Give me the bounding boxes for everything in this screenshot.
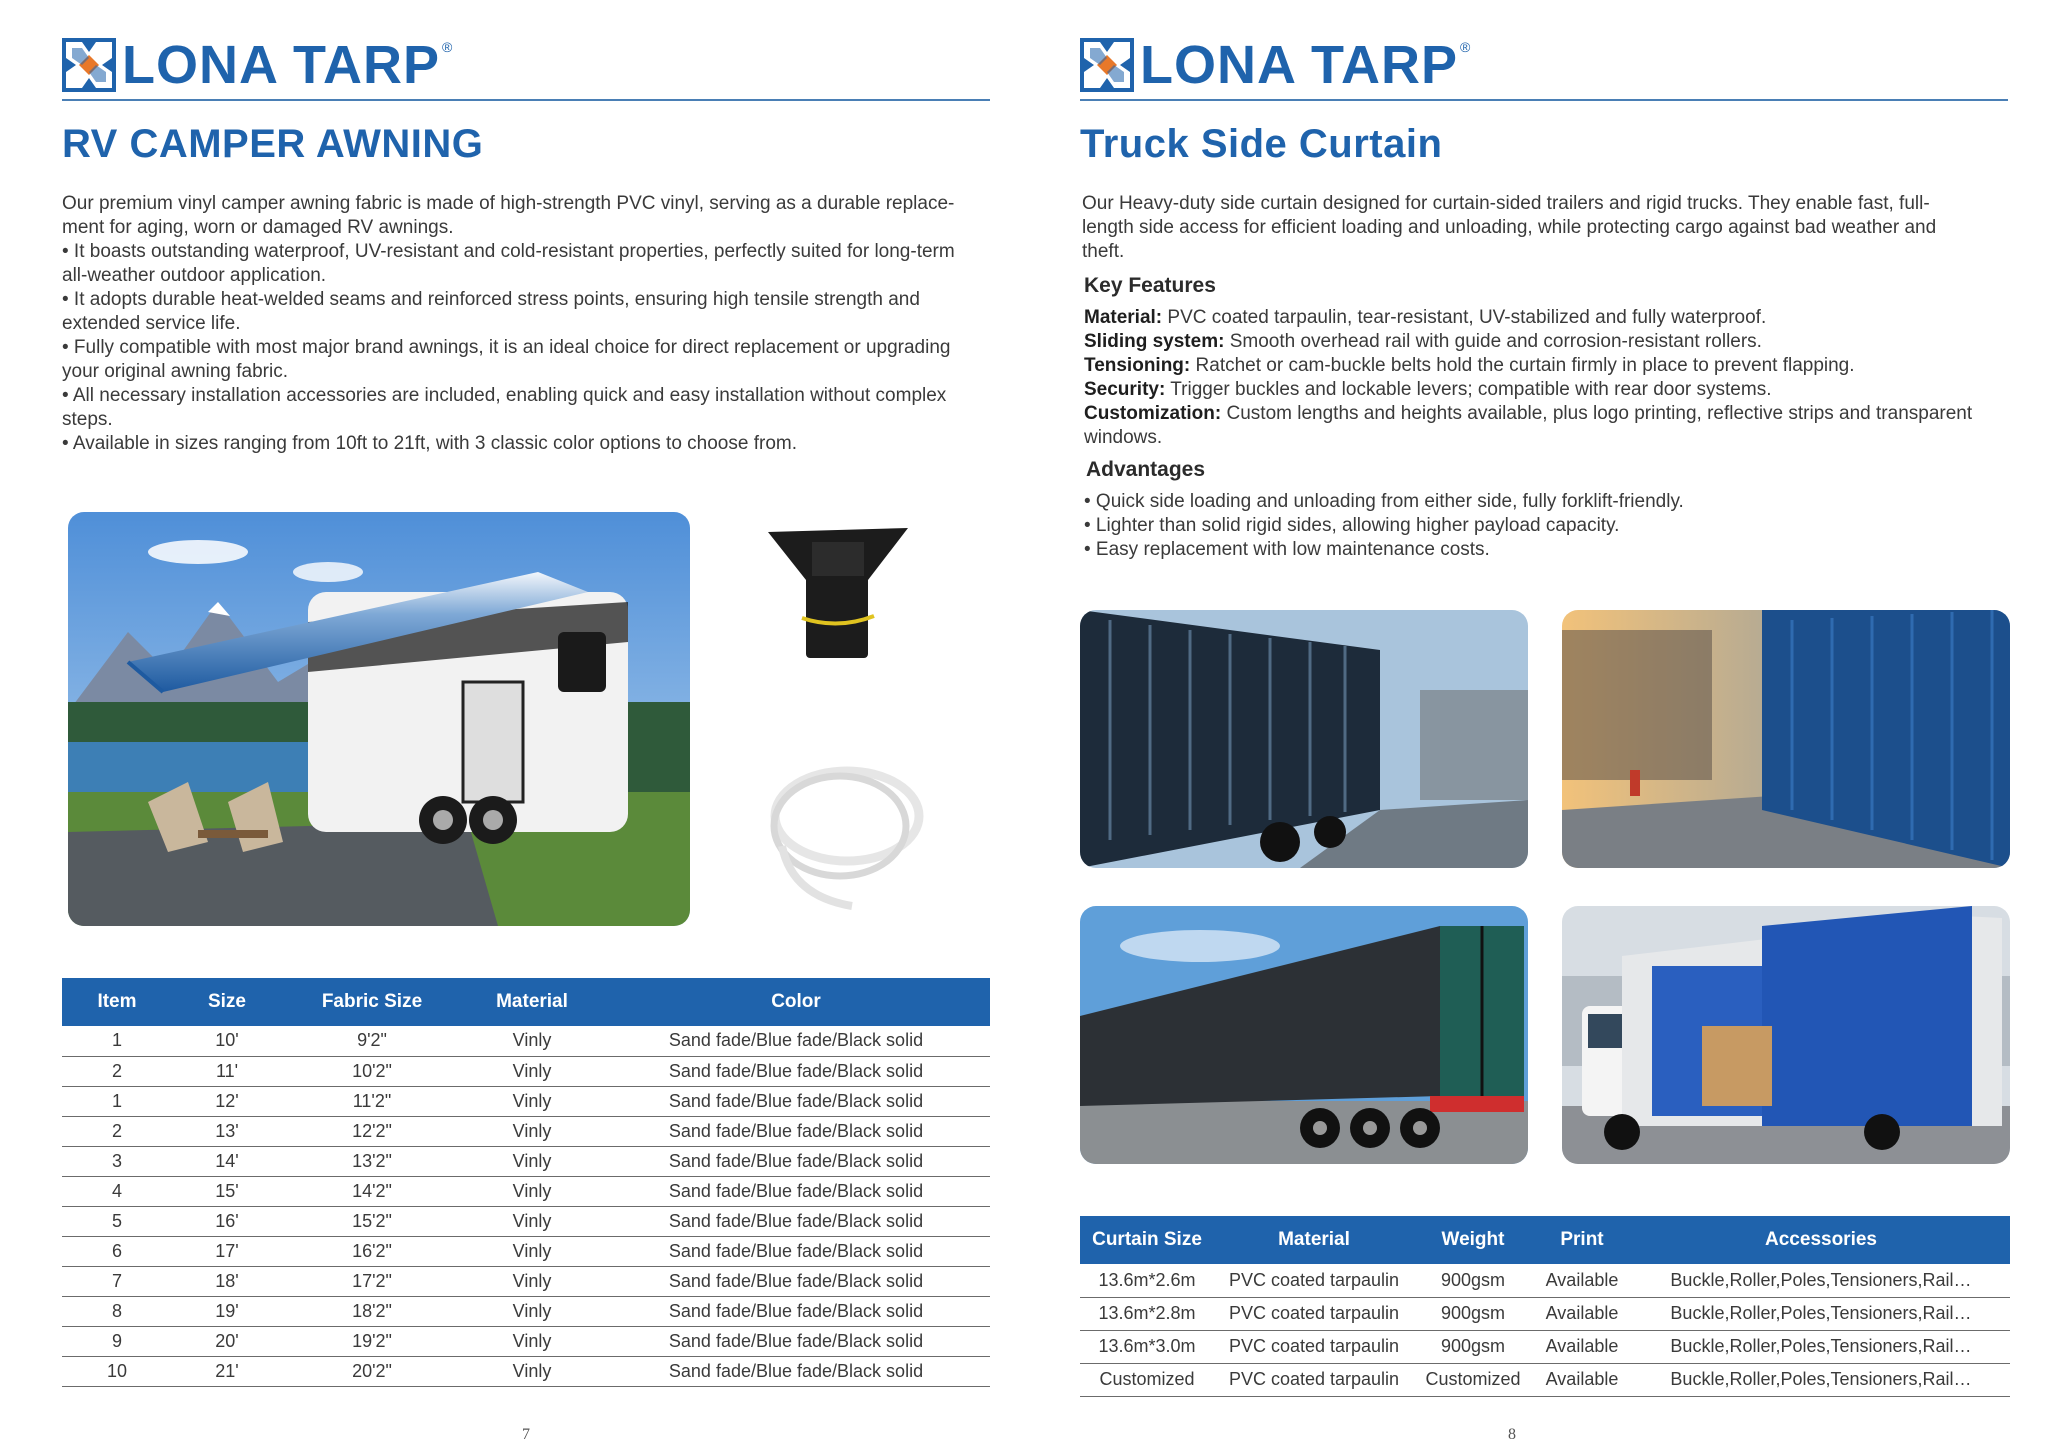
cell-item: 2 bbox=[62, 1116, 172, 1146]
intro-line: ment for aging, worn or damaged RV awnings. bbox=[62, 217, 454, 238]
header-rule bbox=[62, 99, 990, 101]
cell-item: 2 bbox=[62, 1056, 172, 1086]
table-row bbox=[1080, 1297, 2010, 1330]
awning-table-body bbox=[62, 1026, 990, 1386]
lona-tarp-logo-icon bbox=[62, 38, 116, 92]
intro-line: • All necessary installation accessories are included, enabling quick and easy installation without complex bbox=[62, 385, 947, 406]
curtain-spec-table bbox=[1080, 1216, 2010, 1397]
cell-fabric-size: 15'2" bbox=[282, 1206, 462, 1236]
key-features-heading: Key Features bbox=[1084, 274, 1216, 297]
cell-weight: 900gsm bbox=[1414, 1297, 1532, 1330]
truck-curtain-photo-1 bbox=[1080, 610, 1528, 868]
advantage-item: • Easy replacement with low maintenance costs. bbox=[1084, 539, 1490, 560]
cell-print: Available bbox=[1532, 1264, 1632, 1297]
intro-line: all-weather outdoor application. bbox=[62, 265, 327, 286]
cell-item: 4 bbox=[62, 1176, 172, 1206]
cell-curtain-size: 13.6m*3.0m bbox=[1080, 1330, 1214, 1363]
cell-size: 20' bbox=[172, 1326, 282, 1356]
advantages-list bbox=[1084, 490, 2004, 562]
cell-fabric-size: 11'2" bbox=[282, 1086, 462, 1116]
cell-color: Sand fade/Blue fade/Black solid bbox=[602, 1296, 990, 1326]
cell-material: Vinly bbox=[462, 1356, 602, 1386]
advantages-heading: Advantages bbox=[1086, 458, 1206, 481]
cell-material: PVC coated tarpaulin bbox=[1214, 1363, 1414, 1396]
table-row bbox=[62, 1296, 990, 1326]
table-row bbox=[62, 1146, 990, 1176]
rv-camper-awning-photo bbox=[68, 512, 690, 926]
table-row bbox=[62, 1176, 990, 1206]
table-row bbox=[62, 1356, 990, 1386]
cell-size: 15' bbox=[172, 1176, 282, 1206]
cell-material: Vinly bbox=[462, 1296, 602, 1326]
cell-size: 21' bbox=[172, 1356, 282, 1386]
cell-fabric-size: 9'2" bbox=[282, 1026, 462, 1056]
cell-size: 10' bbox=[172, 1026, 282, 1056]
cell-color: Sand fade/Blue fade/Black solid bbox=[602, 1356, 990, 1386]
truck-curtain-photo-2 bbox=[1562, 610, 2010, 868]
cell-size: 13' bbox=[172, 1116, 282, 1146]
cell-accessories: Buckle,Roller,Poles,Tensioners,Rail… bbox=[1632, 1330, 2010, 1363]
cell-curtain-size: Customized bbox=[1080, 1363, 1214, 1396]
col-header-size: Size bbox=[172, 978, 282, 1026]
table-row bbox=[62, 1236, 990, 1266]
cell-fabric-size: 19'2" bbox=[282, 1326, 462, 1356]
cell-weight: 900gsm bbox=[1414, 1330, 1532, 1363]
feature-customization-tail: windows. bbox=[1084, 427, 1163, 448]
feature-material: Material: PVC coated tarpaulin, tear-resistant, UV-stabilized and fully waterproof. bbox=[1084, 307, 1767, 328]
cell-fabric-size: 18'2" bbox=[282, 1296, 462, 1326]
cell-accessories: Buckle,Roller,Poles,Tensioners,Rail… bbox=[1632, 1264, 2010, 1297]
cell-item: 7 bbox=[62, 1266, 172, 1296]
col-header-curtain-size: Curtain Size bbox=[1080, 1216, 1214, 1264]
table-row bbox=[62, 1086, 990, 1116]
cell-material: Vinly bbox=[462, 1116, 602, 1146]
cell-material: Vinly bbox=[462, 1146, 602, 1176]
awning-cord-photo bbox=[752, 736, 932, 916]
cell-color: Sand fade/Blue fade/Black solid bbox=[602, 1056, 990, 1086]
col-header-material: Material bbox=[1214, 1216, 1414, 1264]
col-header-fabric-size: Fabric Size bbox=[282, 978, 462, 1026]
cell-item: 1 bbox=[62, 1026, 172, 1056]
truck-curtain-photo-3 bbox=[1080, 906, 1528, 1164]
intro-line: Our premium vinyl camper awning fabric is made of high-strength PVC vinyl, serving as a durable replace- bbox=[62, 193, 955, 214]
cell-color: Sand fade/Blue fade/Black solid bbox=[602, 1116, 990, 1146]
col-header-material: Material bbox=[462, 978, 602, 1026]
cell-fabric-size: 16'2" bbox=[282, 1236, 462, 1266]
cell-material: Vinly bbox=[462, 1326, 602, 1356]
feature-sliding-system: Sliding system: Smooth overhead rail with guide and corrosion-resistant rollers. bbox=[1084, 331, 1762, 352]
cell-item: 1 bbox=[62, 1086, 172, 1116]
cell-color: Sand fade/Blue fade/Black solid bbox=[602, 1086, 990, 1116]
table-row bbox=[62, 1116, 990, 1146]
advantage-item: • Quick side loading and unloading from either side, fully forklift-friendly. bbox=[1084, 491, 1684, 512]
page-number: 7 bbox=[522, 1426, 530, 1443]
cell-fabric-size: 12'2" bbox=[282, 1116, 462, 1146]
cell-material: Vinly bbox=[462, 1206, 602, 1236]
intro-line: • It boasts outstanding waterproof, UV-resistant and cold-resistant properties, perfectly suited for long-term bbox=[62, 241, 955, 262]
cell-size: 19' bbox=[172, 1296, 282, 1326]
cell-material: PVC coated tarpaulin bbox=[1214, 1297, 1414, 1330]
key-features-list bbox=[1084, 306, 2008, 450]
col-header-color: Color bbox=[602, 978, 990, 1026]
col-header-weight: Weight bbox=[1414, 1216, 1532, 1264]
awning-size-table bbox=[62, 978, 990, 1387]
cell-size: 16' bbox=[172, 1206, 282, 1236]
registered-mark: ® bbox=[441, 39, 453, 55]
header-rule bbox=[1080, 99, 2008, 101]
cell-weight: Customized bbox=[1414, 1363, 1532, 1396]
cell-fabric-size: 13'2" bbox=[282, 1146, 462, 1176]
cell-print: Available bbox=[1532, 1363, 1632, 1396]
intro-line: steps. bbox=[62, 409, 113, 430]
table-row bbox=[1080, 1264, 2010, 1297]
brand-logo bbox=[1080, 36, 1470, 94]
cell-fabric-size: 20'2" bbox=[282, 1356, 462, 1386]
lona-tarp-logo-icon bbox=[1080, 38, 1134, 92]
intro-paragraph bbox=[1082, 192, 2002, 264]
cell-print: Available bbox=[1532, 1297, 1632, 1330]
cell-material: Vinly bbox=[462, 1026, 602, 1056]
cell-material: PVC coated tarpaulin bbox=[1214, 1330, 1414, 1363]
table-row bbox=[62, 1026, 990, 1056]
advantage-item: • Lighter than solid rigid sides, allowing higher payload capacity. bbox=[1084, 515, 1620, 536]
col-header-item: Item bbox=[62, 978, 172, 1026]
brand-name: LONA TARP bbox=[122, 35, 440, 95]
cell-item: 8 bbox=[62, 1296, 172, 1326]
page-number: 8 bbox=[1508, 1426, 1516, 1443]
cell-fabric-size: 10'2" bbox=[282, 1056, 462, 1086]
cell-fabric-size: 17'2" bbox=[282, 1266, 462, 1296]
cell-material: PVC coated tarpaulin bbox=[1214, 1264, 1414, 1297]
cell-color: Sand fade/Blue fade/Black solid bbox=[602, 1266, 990, 1296]
intro-line: extended service life. bbox=[62, 313, 241, 334]
intro-line: your original awning fabric. bbox=[62, 361, 289, 382]
cell-accessories: Buckle,Roller,Poles,Tensioners,Rail… bbox=[1632, 1363, 2010, 1396]
curtain-table-body bbox=[1080, 1264, 2010, 1396]
brand-name: LONA TARP bbox=[1140, 35, 1458, 95]
table-row bbox=[62, 1056, 990, 1086]
cell-item: 5 bbox=[62, 1206, 172, 1236]
cell-color: Sand fade/Blue fade/Black solid bbox=[602, 1146, 990, 1176]
cell-size: 17' bbox=[172, 1236, 282, 1266]
table-row bbox=[1080, 1330, 2010, 1363]
table-row bbox=[62, 1326, 990, 1356]
cell-material: Vinly bbox=[462, 1236, 602, 1266]
cell-curtain-size: 13.6m*2.8m bbox=[1080, 1297, 1214, 1330]
intro-line: length side access for efficient loading and unloading, while protecting cargo against bad weather and bbox=[1082, 217, 1937, 238]
cell-color: Sand fade/Blue fade/Black solid bbox=[602, 1206, 990, 1236]
left-page bbox=[62, 0, 990, 1456]
cell-item: 6 bbox=[62, 1236, 172, 1266]
cell-material: Vinly bbox=[462, 1086, 602, 1116]
col-header-print: Print bbox=[1532, 1216, 1632, 1264]
cell-accessories: Buckle,Roller,Poles,Tensioners,Rail… bbox=[1632, 1297, 2010, 1330]
cell-item: 10 bbox=[62, 1356, 172, 1386]
feature-customization: Customization: Custom lengths and heights available, plus logo printing, reflective strips and transparent bbox=[1084, 403, 1973, 424]
feature-tensioning: Tensioning: Ratchet or cam-buckle belts hold the curtain firmly in place to prevent flapping. bbox=[1084, 355, 1855, 376]
feature-security: Security: Trigger buckles and lockable levers; compatible with rear door systems. bbox=[1084, 379, 1772, 400]
cell-material: Vinly bbox=[462, 1176, 602, 1206]
cell-size: 11' bbox=[172, 1056, 282, 1086]
cell-color: Sand fade/Blue fade/Black solid bbox=[602, 1236, 990, 1266]
cell-material: Vinly bbox=[462, 1266, 602, 1296]
cell-size: 14' bbox=[172, 1146, 282, 1176]
cell-size: 18' bbox=[172, 1266, 282, 1296]
brand-logo bbox=[62, 36, 452, 94]
intro-line: • Available in sizes ranging from 10ft to 21ft, with 3 classic color options to choose from. bbox=[62, 433, 797, 454]
cell-weight: 900gsm bbox=[1414, 1264, 1532, 1297]
cell-color: Sand fade/Blue fade/Black solid bbox=[602, 1026, 990, 1056]
cell-print: Available bbox=[1532, 1330, 1632, 1363]
cell-item: 3 bbox=[62, 1146, 172, 1176]
awning-strap-photo bbox=[758, 520, 918, 660]
cell-material: Vinly bbox=[462, 1056, 602, 1086]
cell-curtain-size: 13.6m*2.6m bbox=[1080, 1264, 1214, 1297]
cell-fabric-size: 14'2" bbox=[282, 1176, 462, 1206]
truck-curtain-photo-4 bbox=[1562, 906, 2010, 1164]
intro-paragraph bbox=[62, 192, 992, 456]
intro-line: • Fully compatible with most major brand awnings, it is an ideal choice for direct replacement or upgrading bbox=[62, 337, 951, 358]
page-title: Truck Side Curtain bbox=[1080, 122, 1443, 166]
right-page bbox=[1080, 0, 2010, 1456]
page-title: RV CAMPER AWNING bbox=[62, 122, 484, 166]
intro-line: • It adopts durable heat-welded seams and reinforced stress points, ensuring high tensile strength and bbox=[62, 289, 920, 310]
table-row bbox=[62, 1206, 990, 1236]
table-row bbox=[1080, 1363, 2010, 1396]
cell-color: Sand fade/Blue fade/Black solid bbox=[602, 1326, 990, 1356]
cell-item: 9 bbox=[62, 1326, 172, 1356]
intro-line: theft. bbox=[1082, 241, 1125, 262]
table-row bbox=[62, 1266, 990, 1296]
cell-color: Sand fade/Blue fade/Black solid bbox=[602, 1176, 990, 1206]
intro-line: Our Heavy-duty side curtain designed for curtain-sided trailers and rigid trucks. They enable fast, full- bbox=[1082, 193, 1930, 214]
cell-size: 12' bbox=[172, 1086, 282, 1116]
registered-mark: ® bbox=[1459, 39, 1471, 55]
col-header-accessories: Accessories bbox=[1632, 1216, 2010, 1264]
